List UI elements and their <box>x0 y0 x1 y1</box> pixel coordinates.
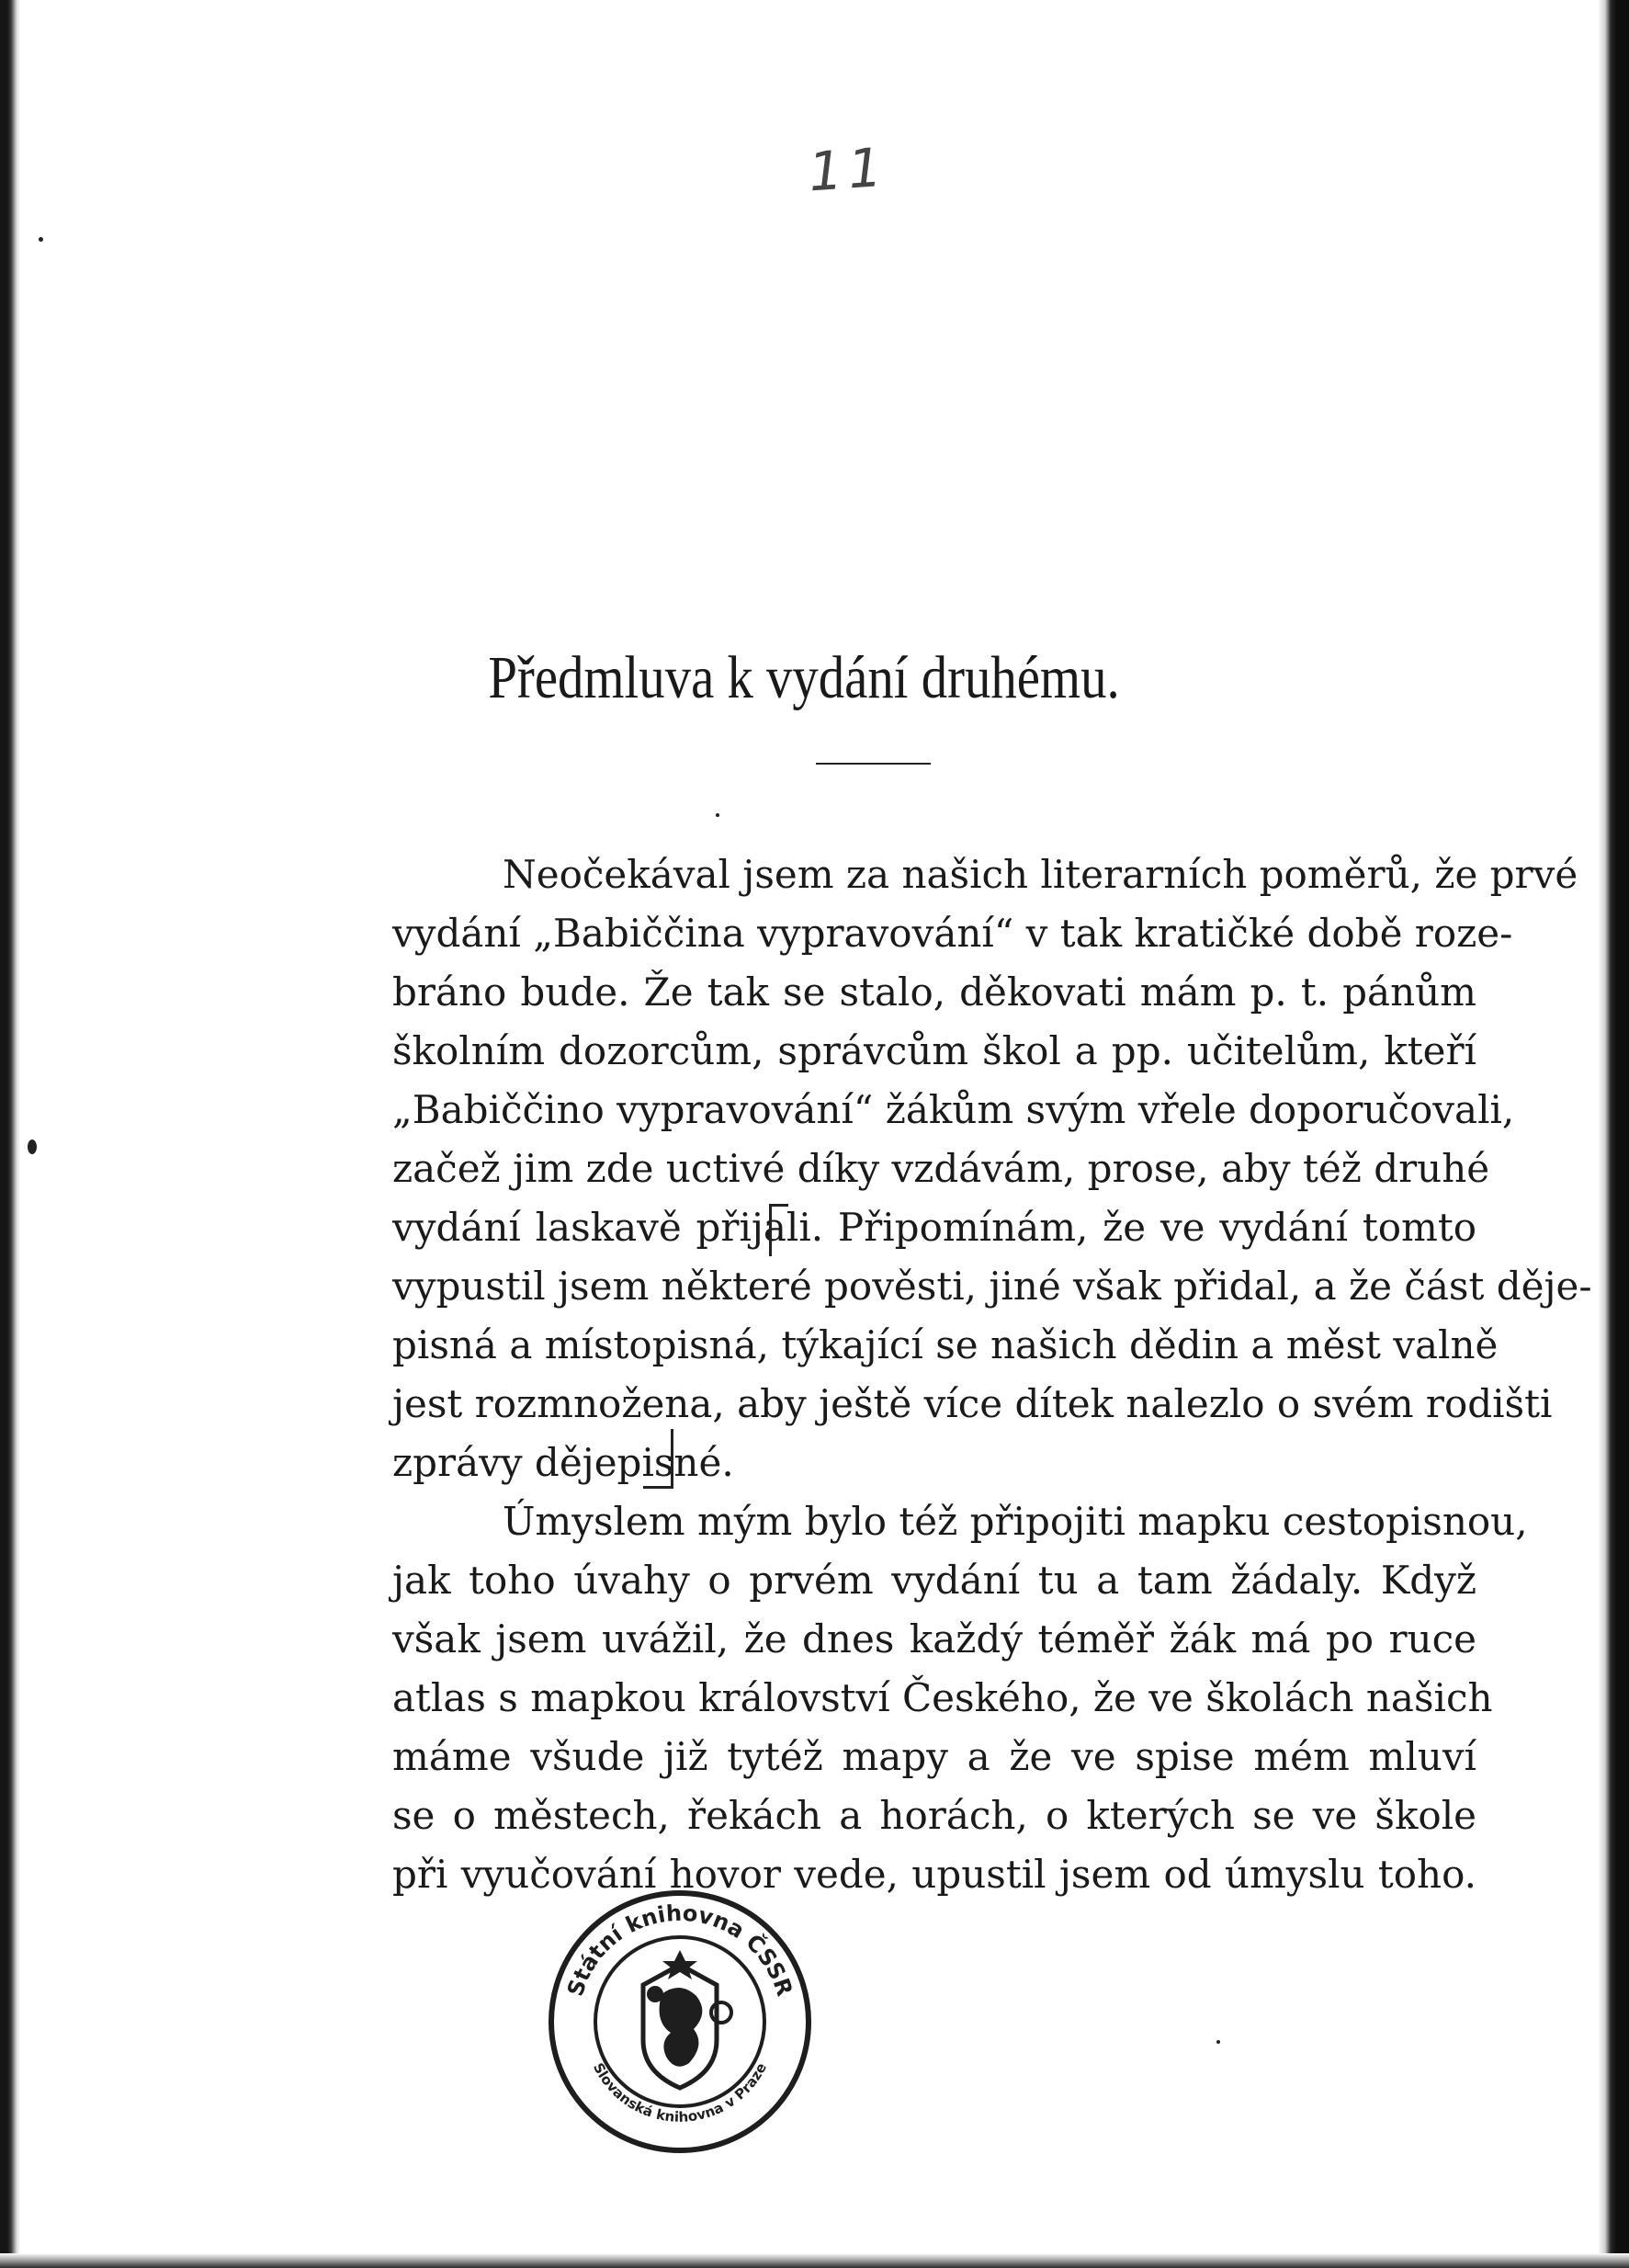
text-line: školním dozorcům, správcům škol a pp. učitelům, kteří <box>392 1028 1476 1073</box>
text-line: atlas s mapkou království Českého, že ve školách našich <box>392 1675 1493 1720</box>
text-line: Neočekával jsem za našich literarních poměrů, že prvé <box>503 852 1578 897</box>
scan-speck <box>1216 2040 1220 2044</box>
text-line: vydání „Babiččina vypravování“ v tak kratičké době roze- <box>392 911 1513 956</box>
text-line: Úmyslem mým bylo též připojiti mapku cestopisnou, <box>503 1499 1528 1544</box>
scan-edge-right <box>1598 0 1629 2268</box>
text-line: zprávy dějepisné. <box>392 1440 734 1485</box>
pencil-bracket-open <box>769 1204 788 1256</box>
title-rule <box>816 763 931 765</box>
pencil-page-number: 11 <box>806 135 890 204</box>
pencil-bracket-close <box>643 1429 673 1489</box>
scan-speck <box>39 237 43 242</box>
scan-edge-left <box>0 0 20 2268</box>
text-line: při vyučování hovor vede, upustil jsem od úmyslu toho. <box>392 1852 1476 1897</box>
text-line: jak toho úvahy o prvém vydání tu a tam žádaly. Když <box>392 1558 1476 1603</box>
heraldic-lion-icon <box>643 1950 731 2088</box>
text-line: vydání laskavě přijali. Připomínám, že ve vydání tomto <box>392 1205 1476 1250</box>
text-line: pisná a místopisná, týkající se našich dědin a měst valně <box>392 1322 1499 1367</box>
text-line: jest rozmnožena, aby ještě více dítek nalezlo o svém rodišti <box>392 1381 1553 1426</box>
text-line: začež jim zde uctivé díky vzdávám, prose, aby též druhé <box>392 1146 1490 1191</box>
stamp-inner-text: Slovanská knihovna v Praze <box>589 2059 771 2126</box>
stamp-outer-text: Státní knihovna ČSSR <box>561 1899 798 2000</box>
text-line: se o městech, řekách a horách, o kterých se ve škole <box>392 1793 1476 1838</box>
scan-edge-bottom <box>0 2253 1629 2268</box>
scan-speck <box>716 813 719 817</box>
text-line: bráno bude. Že tak se stalo, děkovati mám p. t. pánům <box>392 970 1476 1015</box>
paragraph-2 <box>282 1492 1528 1904</box>
paragraph-1 <box>282 845 1592 1492</box>
scan-speck <box>28 1140 37 1154</box>
text-line: vypustil jsem některé pověsti, jiné však přidal, a že část děje- <box>392 1264 1592 1309</box>
text-line: však jsem uvážil, že dnes každý téměř žák má po ruce <box>392 1616 1476 1661</box>
text-line: máme všude již tytéž mapy a že ve spise mém mluví <box>392 1734 1476 1779</box>
text-line: „Babiččino vypravování“ žákům svým vřele doporučovali, <box>392 1087 1515 1132</box>
page-title: Předmluva k vydání druhému. <box>488 644 1120 711</box>
body-text <box>282 845 1592 1904</box>
library-stamp <box>542 1884 818 2160</box>
